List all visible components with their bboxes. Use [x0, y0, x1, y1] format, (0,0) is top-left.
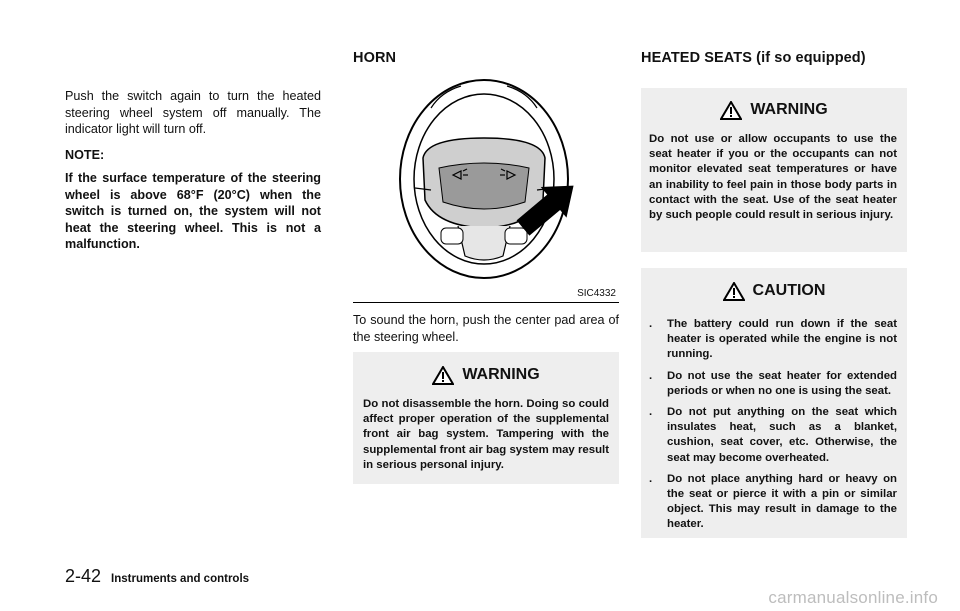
page-footer: [65, 566, 249, 587]
seats-warning-text: Do not use or allow occupants to use the seat heater if you or the occupants can not monitor elevated seat temperatures or have an inability to feel pain in those body parts in contact with the seat. Use of the seat heater by such people could result in serious injury.: [649, 133, 897, 222]
section-name: Instruments and controls: [111, 573, 250, 585]
warning-triangle-icon: [723, 282, 745, 301]
list-item: [649, 472, 897, 533]
heated-seats-warning-box: [641, 88, 907, 252]
heated-seats-heading: HEATED SEATS (if so equipped): [641, 50, 866, 66]
horn-warning-title: WARNING: [462, 366, 540, 383]
list-item: [649, 405, 897, 466]
warning-triangle-icon: [432, 366, 454, 385]
warning-triangle-icon: [720, 101, 742, 120]
steering-wheel-figure: [353, 78, 619, 302]
bullet-mark: .: [649, 318, 653, 330]
horn-warning-title-row: [353, 357, 619, 393]
horn-text-block: [353, 312, 619, 345]
caution-list: [641, 309, 907, 533]
note-label: NOTE:: [65, 147, 105, 162]
watermark: carmanualsonline.info: [768, 588, 938, 607]
caution-item-text: Do not use the seat heater for extended periods or when no one is using the seat.: [667, 369, 897, 397]
bullet-mark: .: [649, 472, 653, 485]
caution-item-text: The battery could run down if the seat heater is operated while the engine is not running.: [667, 318, 897, 361]
figure-bottom-rule: [353, 302, 619, 303]
steering-wheel-illustration: [353, 78, 619, 302]
page-number: 2-42: [65, 566, 102, 586]
list-item: [649, 317, 897, 363]
caution-item-text: Do not place anything hard or heavy on the seat or pierce it with a pin or similar object. This may result in damage to the heater.: [667, 472, 897, 531]
bullet-mark: .: [649, 369, 653, 382]
figure-code: SIC4332: [577, 288, 616, 299]
horn-warning-box: [353, 352, 619, 484]
note-text: If the surface temperature of the steering wheel is above 68°F (20°C) when the switch is turned on, the system will not heat the steering wheel. This is not a malfunction.: [65, 171, 321, 251]
left-column: [65, 88, 321, 253]
horn-heading: HORN: [353, 50, 397, 66]
seats-caution-title: CAUTION: [752, 282, 826, 299]
seats-caution-title-row: [641, 273, 907, 309]
caution-item-text: Do not put anything on the seat which insulates heat, such as a blanket, cushion, seat cover, etc. Otherwise, the seat may become overheated.: [667, 406, 897, 464]
seats-warning-title-row: [641, 92, 907, 128]
horn-instruction: To sound the horn, push the center pad area of the steering wheel.: [353, 313, 619, 344]
heated-wheel-off-paragraph: Push the switch again to turn the heated steering wheel system off manually. The indicator light will turn off.: [65, 89, 321, 136]
seats-warning-title: WARNING: [750, 101, 828, 118]
horn-warning-text: Do not disassemble the horn. Doing so could affect proper operation of the supplemental front air bag system. Tampering with the supplemental front air bag system may result in serious personal injury.: [363, 398, 609, 471]
list-item: [649, 369, 897, 399]
bullet-mark: .: [649, 406, 653, 419]
heated-seats-caution-box: [641, 268, 907, 538]
